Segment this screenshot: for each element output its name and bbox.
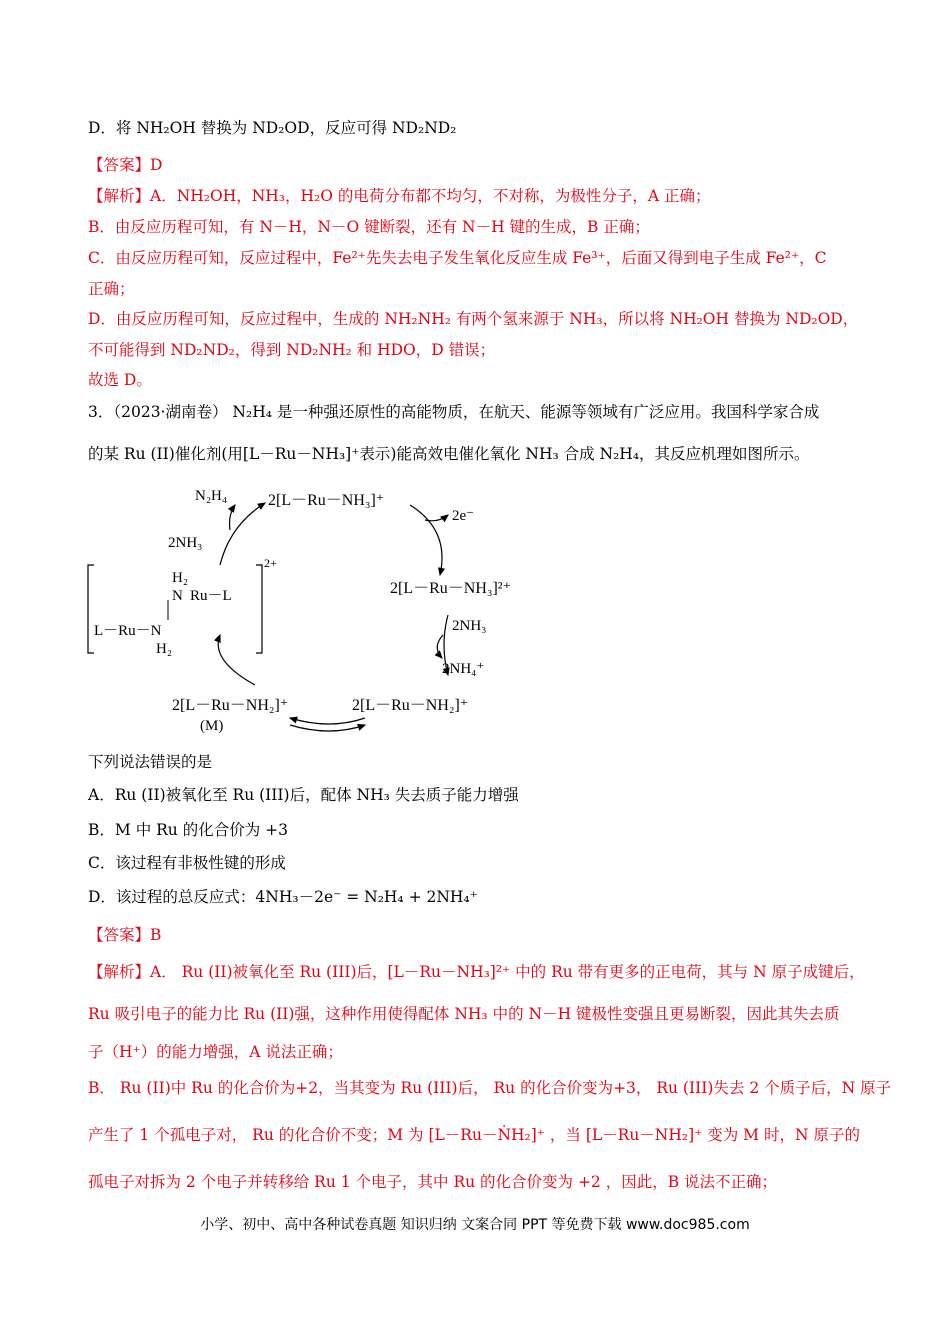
reagent-2e: 2e⁻: [452, 508, 475, 524]
prev-analysis-line-6: 不可能得到 ND₂ND₂，得到 ND₂NH₂ 和 HDO，D 错误；: [88, 341, 496, 359]
species-m-label: (M): [200, 718, 224, 734]
prev-analysis-line-2: B．由反应历程可知，有 N－H，N－O 键断裂，还有 N－H 键的生成，B 正确；: [88, 218, 650, 236]
reagent-2nh3-right: 2NH₃: [452, 618, 487, 634]
reagent-2nh3-left: 2NH₃: [168, 535, 203, 551]
q3-option-d: D．该过程的总反应式：4NH₃－2e⁻ = N₂H₄ + 2NH₄⁺: [88, 888, 478, 906]
dimer-h2-bottom: H₂: [156, 641, 173, 657]
q3-answer: 【答案】B: [88, 926, 162, 944]
q3-analysis-line-3: 子（H⁺）的能力增强，A 说法正确；: [88, 1043, 343, 1061]
prev-analysis-line-7: 故选 D。: [88, 371, 152, 389]
species-m: 2[L－Ru－NH₂]⁺: [172, 697, 289, 714]
q3-analysis-line-2: Ru 吸引电子的能力比 Ru (II)强，这种作用使得配体 NH₃ 中的 N－H 键极性变强且更易断裂，因此其失去质: [88, 1005, 840, 1023]
page-footer: 小学、初中、高中各种试卷真题 知识归纳 文案合同 PPT 等免费下载 www.doc985.com: [200, 1217, 750, 1233]
prev-analysis-line-5: D．由反应历程可知，反应过程中，生成的 NH₂NH₂ 有两个氢来源于 NH₃，所以将 NH₂OH 替换为 ND₂OD，: [88, 310, 859, 328]
species-bottom-right: 2[L－Ru－NH₂]⁺: [352, 697, 469, 714]
product-2nh4: 2NH₄⁺: [442, 661, 485, 677]
q3-option-c: C．该过程有非极性键的形成: [88, 854, 286, 872]
dimer-ru-l: Ru－L: [190, 588, 232, 604]
q3-option-a: A．Ru (II)被氧化至 Ru (III)后，配体 NH₃ 失去质子能力增强: [88, 786, 519, 804]
prev-answer: 【答案】D: [88, 156, 163, 174]
product-n2h4: N₂H₄: [195, 488, 228, 504]
prev-analysis-line-4: 正确；: [88, 280, 135, 298]
q3-stem-line-2: 的某 Ru (II)催化剂(用[L－Ru－NH₃]⁺表示)能高效电催化氧化 NH₃ 合成 N₂H₄，其反应机理如图所示。: [88, 445, 810, 463]
q3-stem-line-1: 3．（2023·湖南卷） N₂H₄ 是一种强还原性的高能物质，在航天、能源等领域有广泛应用。我国科学家合成: [88, 403, 820, 421]
dimer-l-ru-n: L－Ru－N: [94, 623, 162, 639]
species-right: 2[L－Ru－NH₃]²⁺: [390, 580, 512, 597]
q3-analysis-line-4: B． Ru (II)中 Ru 的化合价为+2，当其变为 Ru (III)后， Ru 的化合价变为+3， Ru (III)失去 2 个质子后，N 原子: [88, 1079, 892, 1097]
q3-analysis-line-1: 【解析】A． Ru (II)被氧化至 Ru (III)后，[L－Ru－NH₃]²⁺ 中的 Ru 带有更多的正电荷，其与 N 原子成键后，: [88, 963, 865, 981]
species-top: 2[L－Ru－NH₃]⁺: [268, 492, 385, 509]
dimer-n-top: N: [172, 588, 183, 604]
reaction-mechanism-diagram: [80, 475, 520, 740]
q3-option-b: B．M 中 Ru 的化合价为 +3: [88, 821, 288, 839]
q3-analysis-line-6: 孤电子对拆为 2 个电子并转移给 Ru 1 个电子，其中 Ru 的化合价变为 +2 ，因此，B 说法不正确；: [88, 1173, 778, 1191]
prev-option-d: D．将 NH₂OH 替换为 ND₂OD，反应可得 ND₂ND₂: [88, 119, 457, 137]
prev-analysis-line-1: 【解析】A．NH₂OH，NH₃，H₂O 的电荷分布都不均匀，不对称，为极性分子，A 正确；: [88, 187, 711, 205]
dimer-h2-top: H₂: [172, 570, 189, 586]
q3-analysis-line-5: 产生了 1 个孤电子对， Ru 的化合价不变；M 为 [L－Ru－ṄH₂]⁺ ，当 [L－Ru－NH₂]⁺ 变为 M 时，N 原子的: [88, 1126, 860, 1144]
dimer-charge: 2+: [264, 556, 277, 570]
prev-analysis-line-3: C．由反应历程可知，反应过程中，Fe²⁺先失去电子发生氧化反应生成 Fe³⁺，后面又得到电子生成 Fe²⁺，C: [88, 249, 827, 267]
q3-prompt: 下列说法错误的是: [88, 753, 213, 771]
